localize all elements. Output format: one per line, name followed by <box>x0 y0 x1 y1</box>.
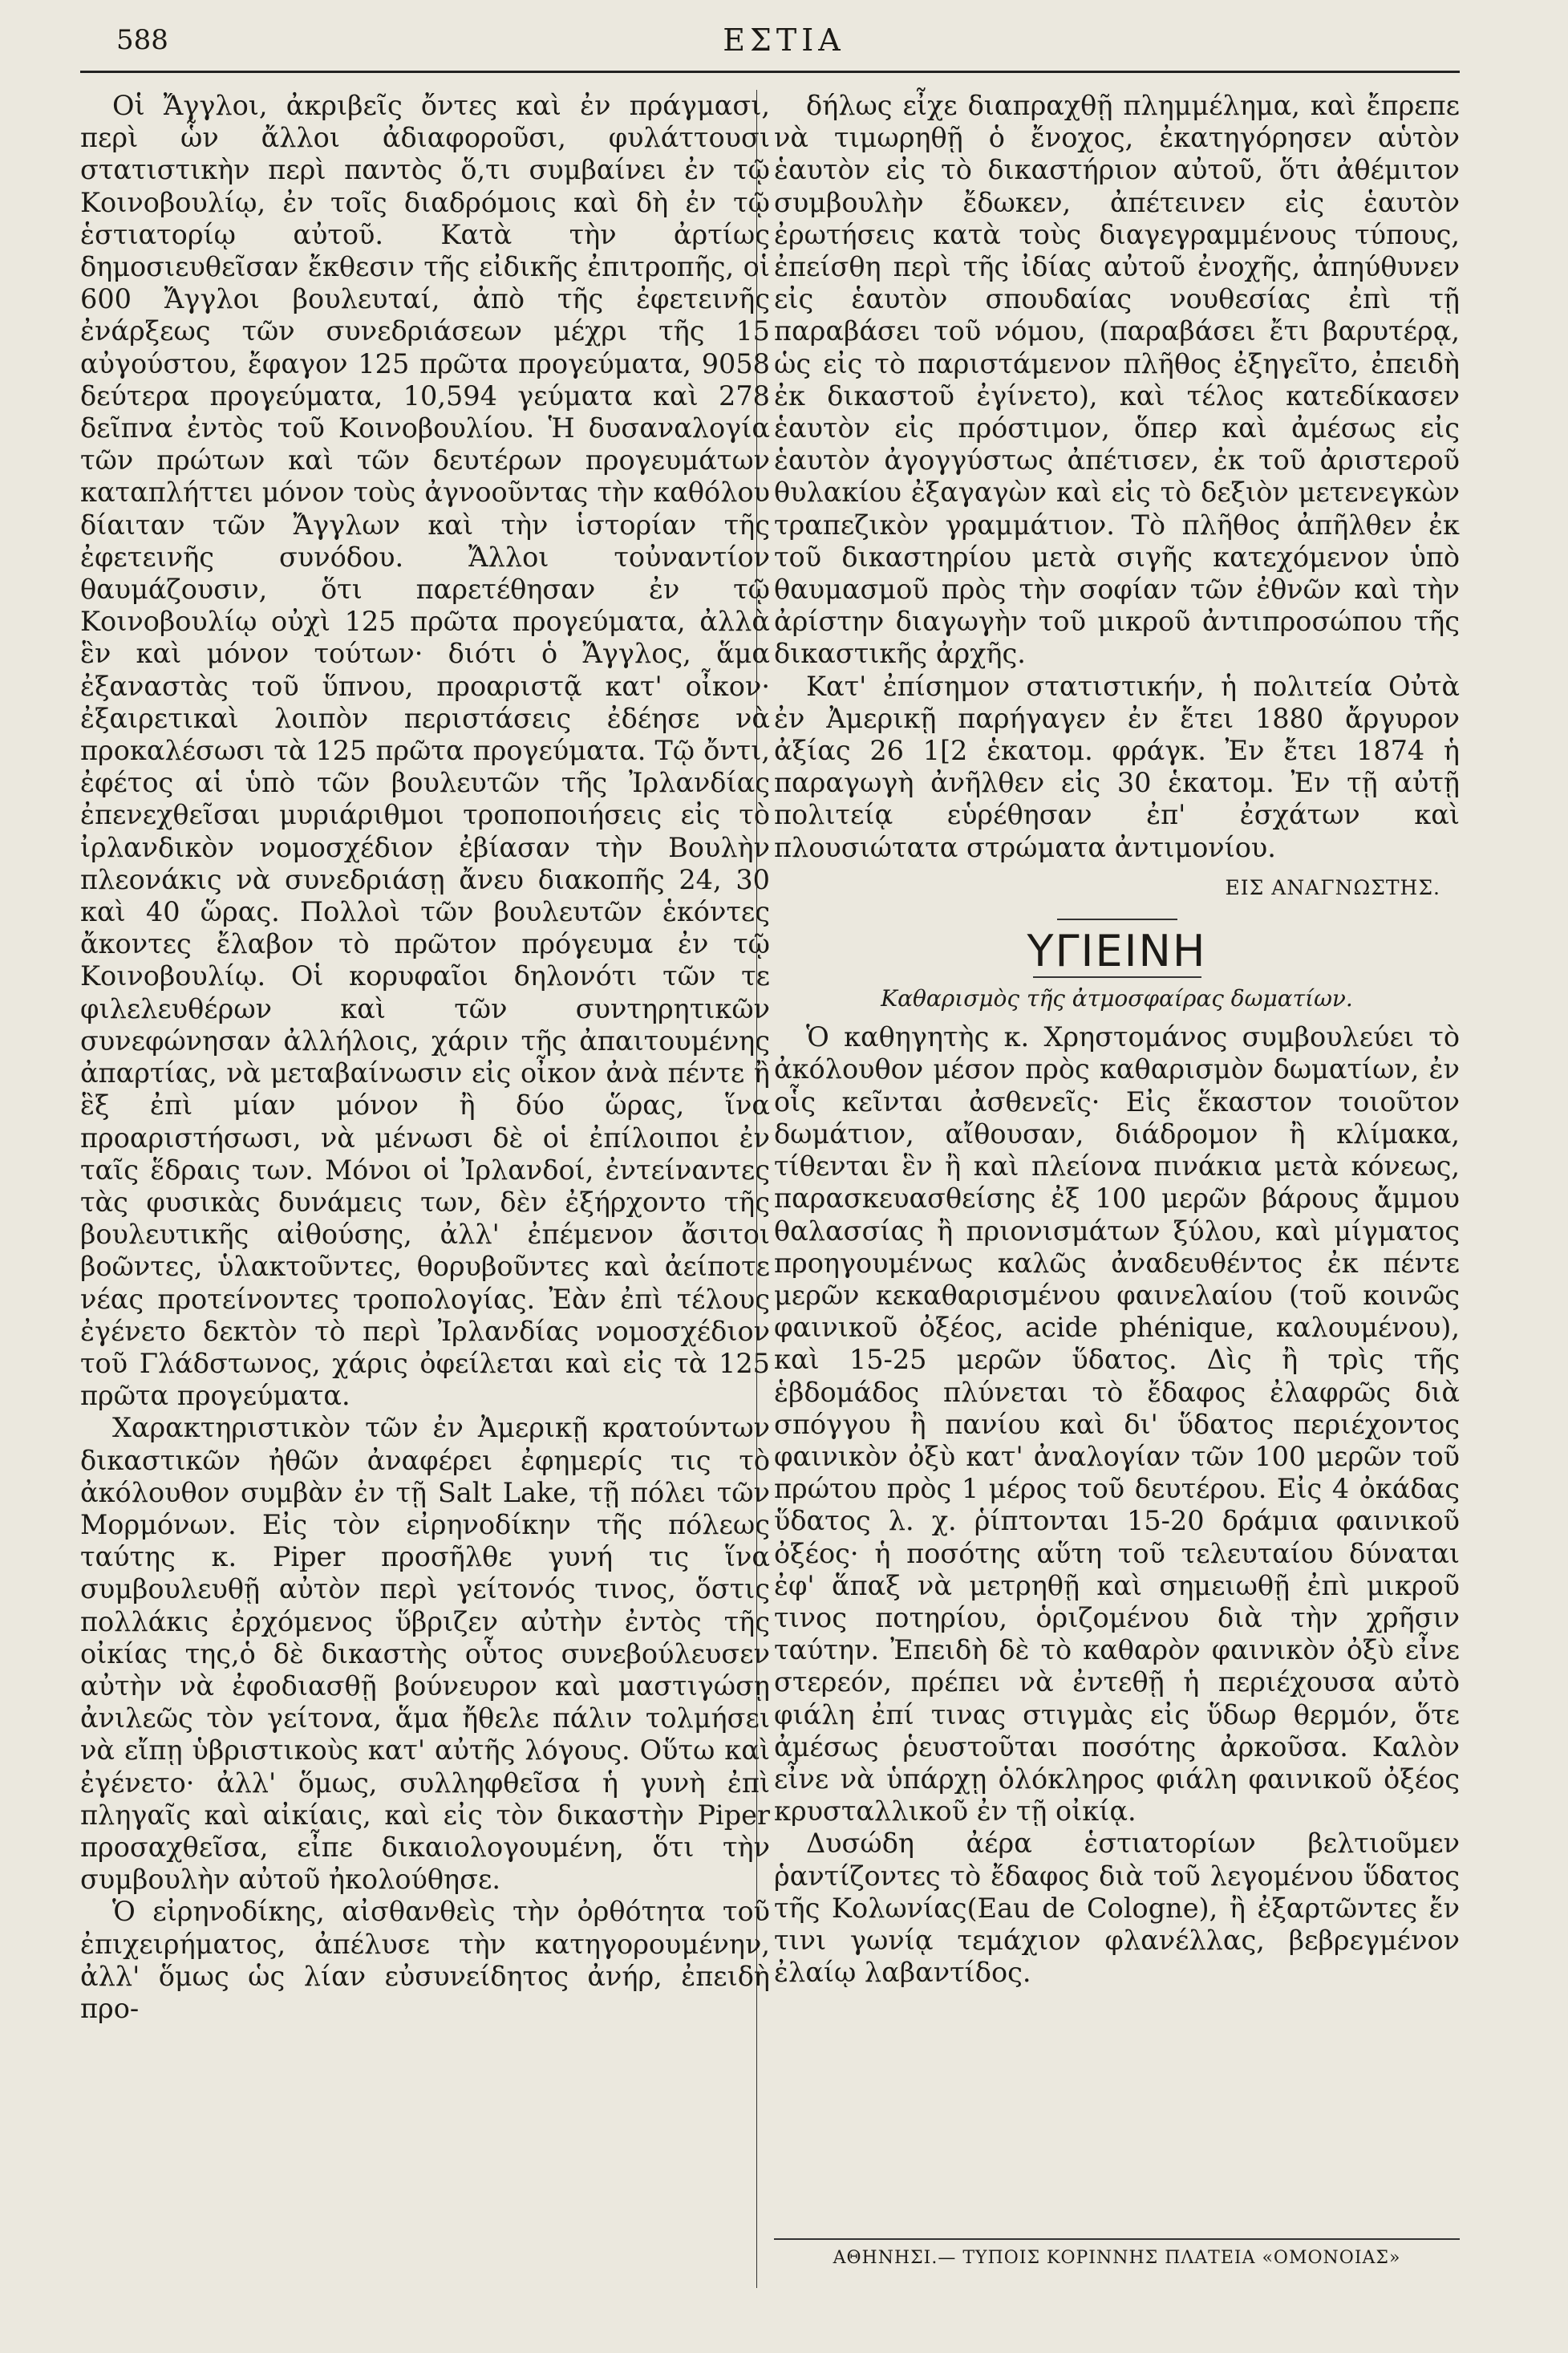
section-title-rule <box>1033 976 1201 978</box>
journal-title: ΕΣΤΙΑ <box>723 22 845 58</box>
page-number: 588 <box>116 24 168 56</box>
article-salt-lake-judge: Χαρακτηριστικὸν τῶν ἐν Ἀμερικῇ κρατούντων δικαστικῶν ἠθῶν ἀναφέρει ἐφημερίς τις τὸ ἀκόλουθον συμβὰν ἐν τῇ Salt Lake, τῇ πόλει τῶν Μορμόνων. Εἰς τὸν εἰρηνοδίκην τῆς πόλεως ταύτης κ. Piper προσῆλθε γυνή τις ἵνα συμβουλευθῇ αὐτὸν περὶ γείτονός τινος, ὅστις πολλάκις ἐρχόμενος ὕβριζεν αὐτὴν ἐντὸς τῆς οἰκίας της,ὁ δὲ δικαστὴς οὗτος συνεβούλευσεν αὐτὴν νὰ ἐφοδιασθῇ βούνευρον καὶ μαστιγώσῃ ἀνιλεῶς τὸν γείτονα, ἅμα ἤθελε πάλιν τολμήσει νὰ εἴπῃ ὑβριστικοὺς κατ' αὐτῆς λόγους. Οὕτω καὶ ἐγένετο· ἀλλ' ὅμως, συλληφθεῖσα ἡ γυνὴ ἐπὶ πληγαῖς καὶ αἰκίαις, καὶ εἰς τὸν δικαστὴν Piper προσαχθεῖσα, εἶπε δικαιολογουμένη, ὅτι τὴν συμβουλὴν αὐτοῦ ἠκολούθησε. <box>80 1412 770 1896</box>
right-column <box>774 90 1460 1989</box>
header-rule <box>80 71 1460 73</box>
article-salt-lake-judge-cont: Ὁ εἰρηνοδίκης, αἰσθανθεὶς τὴν ὀρθότητα τοῦ ἐπιχειρήματος, ἀπέλυσε τὴν κατηγορουμένην, ἀλλ' ὅμως ὡς λίαν εὐσυνείδητος ἀνήρ, ἐπειδὴ προ- <box>80 1896 770 2024</box>
hygiene-paragraph: Δυσώδη ἀέρα ἑστιατορίων βελτιοῦμεν ῥαντίζοντες τὸ ἔδαφος διὰ τοῦ λεγομένου ὕδατος τῆς Κολωνίας(Eau de Cologne), ἢ ἐξαρτῶντες ἔν τινι γωνίᾳ τεμάχιον φλανέλλας, βεβρεγμένον ἐλαίῳ λαβαντίδος. <box>774 1828 1460 1989</box>
signature: ΕΙΣ ΑΝΑΓΝΩΣΤΗΣ. <box>1225 875 1440 899</box>
article-english-parliament: Οἱ Ἄγγλοι, ἀκριβεῖς ὄντες καὶ ἐν πράγμασι, περὶ ὧν ἄλλοι ἀδιαφοροῦσι, φυλάττουσι στατιστικὴν περὶ παντὸς ὅ,τι συμβαίνει ἐν τῷ Κοινοβουλίῳ, ἐν τοῖς διαδρόμοις καὶ δὴ ἐν τῷ ἑστιατορίῳ αὐτοῦ. Κατὰ τὴν ἀρτίως δημοσιευθεῖσαν ἔκθεσιν τῆς εἰδικῆς ἐπιτροπῆς, οἱ 600 Ἄγγλοι βουλευταί, ἀπὸ τῆς ἐφετεινῆς ἐνάρξεως τῶν συνεδριάσεων μέχρι τῆς 15 αὐγούστου, ἔφαγον 125 πρῶτα προγεύματα, 9058 δεύτερα προγεύματα, 10,594 γεύματα καὶ 278 δεῖπνα ἐντὸς τοῦ Κοινοβουλίου. Ἡ δυσαναλογία τῶν πρώτων καὶ τῶν δευτέρων προγευμάτων καταπλήττει μόνον τοὺς ἀγνοοῦντας τὴν καθόλου δίαιταν τῶν Ἄγγλων καὶ τὴν ἱστορίαν τῆς ἐφετεινῆς συνόδου. Ἄλλοι τοὐναντίον θαυμάζουσιν, ὅτι παρετέθησαν ἐν τῷ Κοινοβουλίῳ οὐχὶ 125 πρῶτα προγεύματα, ἀλλὰ ἓν καὶ μόνον τούτων· διότι ὁ Ἄγγλος, ἅμα ἐξαναστὰς τοῦ ὕπνου, προαριστᾷ κατ' οἶκον· ἐξαιρετικαὶ λοιπὸν περιστάσεις ἐδέησε νὰ προκαλέσωσι τὰ 125 πρῶτα προγεύματα. Τῷ ὄντι, ἐφέτος αἱ ὑπὸ τῶν βουλευτῶν τῆς Ἰρλανδίας ἐπενεχθεῖσαι μυριάριθμοι τροποποιήσεις εἰς τὸ ἰρλανδικὸν νομοσχέδιον ἐβίασαν τὴν Βουλὴν πλεονάκις νὰ συνεδριάσῃ ἄνευ διακοπῆς 24, 30 καὶ 40 ὥρας. Πολλοὶ τῶν βουλευτῶν ἑκόντες ἄκοντες ἔλαβον τὸ πρῶτον πρόγευμα ἐν τῷ Κοινοβουλίῳ. Οἱ κορυφαῖοι δηλονότι τῶν τε φιλελευθέρων καὶ τῶν συντηρητικῶν συνεφώνησαν ἀλλήλοις, χάριν τῆς ἀπαιτουμένης ἀπαρτίας, νὰ μεταβαίνωσιν εἰς οἶκον ἀνὰ πέντε ἢ ἓξ ἐπὶ μίαν μόνον ἢ δύο ὥρας, ἵνα προαριστήσωσι, νὰ μένωσι δὲ οἱ ἐπίλοιποι ἐν ταῖς ἕδραις των. Μόνοι οἱ Ἰρλανδοί, ἐντείναντες τὰς φυσικὰς δυνάμεις των, δὲν ἐξήρχοντο τῆς βουλευτικῆς αἰθούσης, ἀλλ' ἐπέμενον ἄσιτοι βοῶντες, ὑλακτοῦντες, θορυβοῦντες καὶ ἀείποτε νέας προτείνοντες τροπολογίας. Ἐὰν ἐπὶ τέλους ἐγένετο δεκτὸν τὸ περὶ Ἰρλανδίας νομοσχέδιον τοῦ Γλάδστωνος, χάρις ὀφείλεται καὶ εἰς τὰ 125 πρῶτα προγεύματα. <box>80 90 770 1412</box>
section-subtitle: Καθαρισμὸς τῆς ἀτμοσφαίρας δωματίων. <box>881 985 1353 1012</box>
hygiene-paragraph: Ὁ καθηγητὴς κ. Χρηστομάνος συμβουλεύει τὸ ἀκόλουθον μέσον πρὸς καθαρισμὸν δωματίων, ἐν οἷς κεῖνται ἀσθενεῖς· Εἰς ἕκαστον τοιοῦτον δωμάτιον, αἴθουσαν, διάδρομον ἢ κλίμακα, τίθενται ἓν ἢ καὶ πλείονα πινάκια μετὰ κόνεως, παρασκευασθείσης ἐξ 100 μερῶν βάρους ἄμμου θαλασσίας ἢ πριονισμάτων ξύλου, καὶ μίγματος προηγουμένως καλῶς ἀναδευθέντος ἐκ πέντε μερῶν κεκαθαρισμένου φαινελαίου (τοῦ κοινῶς φαινικοῦ ὀξέος, acide phénique, καλουμένου), καὶ 15-25 μερῶν ὕδατος. Δὶς ἢ τρὶς τῆς ἑβδομάδος πλύνεται τὸ ἔδαφος ἐλαφρῶς διὰ σπόγγου ἢ πανίου καὶ δι' ὕδατος περιέχοντος φαινικὸν ὀξὺ κατ' ἀναλογίαν τῶν 100 μερῶν τοῦ πρώτου πρὸς 1 μέρος τοῦ δευτέρου. Εἰς 4 ὀκάδας ὕδατος λ. χ. ῥίπτονται 15-20 δράμια φαινικοῦ ὀξέος· ἡ ποσότης αὕτη τοῦ τελευταίου δύναται ἐφ' ἅπαξ νὰ μετρηθῇ καὶ σημειωθῇ ἐπὶ μικροῦ τινος ποτηρίου, ὁριζομένου διὰ τὴν χρῆσιν ταύτην. Ἐπειδὴ δὲ τὸ καθαρὸν φαινικὸν ὀξὺ εἶνε στερεόν, πρέπει νὰ ἐντεθῇ ἡ περιέχουσα αὐτὸ φιάλη ἐπί τινας στιγμὰς εἰς ὕδωρ θερμόν, ὅτε ἀμέσως ῥευστοῦται ποσότης ἀρκοῦσα. Καλὸν εἶνε νὰ ὑπάρχῃ ὁλόκληρος φιάλη φαινικοῦ ὀξέος κρυσταλλικοῦ ἐν τῇ οἰκίᾳ. <box>774 1021 1460 1828</box>
article-continuation: δήλως εἶχε διαπραχθῇ πλημμέλημα, καὶ ἔπρεπε νὰ τιμωρηθῇ ὁ ἔνοχος, ἐκατηγόρησεν αὑτὸν ἑαυτὸν εἰς τὸ δικαστήριον αὐτοῦ, ὅτι ἀθέμιτον συμβουλὴν ἔδωκεν, ἀπέτεινεν εἰς ἑαυτὸν ἐρωτήσεις κατὰ τοὺς διαγεγραμμένους τύπους, ἐπείσθη περὶ τῆς ἰδίας αὐτοῦ ἐνοχῆς, ἀπηύθυνεν εἰς ἑαυτὸν σπουδαίας νουθεσίας ἐπὶ τῇ παραβάσει τοῦ νόμου, (παραβάσει ἔτι βαρυτέρᾳ, ὡς εἰς τὸ παριστάμενον πλῆθος ἐξηγεῖτο, ἐπειδὴ ἐκ δικαστοῦ ἐγίνετο), καὶ τέλος κατεδίκασεν ἑαυτὸν εἰς πρόστιμον, ὅπερ καὶ ἀμέσως εἰς ἑαυτὸν ἀγογγύστως ἀπέτισεν, ἐκ τοῦ ἀριστεροῦ θυλακίου ἐξαγαγὼν καὶ εἰς τὸ δεξιὸν μετενεγκὼν τραπεζικὸν γραμμάτιον. Τὸ πλῆθος ἀπῆλθεν ἐκ τοῦ δικαστηρίου μετὰ σιγῆς κατεχόμενον ὑπὸ θαυμασμοῦ πρὸς τὴν σοφίαν τῶν ἐθνῶν καὶ τὴν ἀρίστην διαγωγὴν τοῦ μικροῦ ἀντιπροσώπου τῆς δικαστικῆς ἀρχῆς. <box>774 90 1460 670</box>
section-separator <box>1057 919 1177 920</box>
printer-imprint: ΑΘΗΝΗΣΙ.— ΤΥΠΟΙΣ ΚΟΡΙΝΝΗΣ ΠΛΑΤΕΙΑ «ΟΜΟΝΟΙΑΣ» <box>774 2238 1460 2268</box>
article-utah-silver: Κατ' ἐπίσημον στατιστικήν, ἡ πολιτεία Οὐτὰ ἐν Ἀμερικῇ παρήγαγεν ἐν ἔτει 1880 ἄργυρον ἀξίας 26 1[2 ἑκατομ. φράγκ. Ἐν ἔτει 1874 ἡ παραγωγὴ ἀνῆλθεν εἰς 30 ἑκατομ. Ἐν τῇ αὐτῇ πολιτείᾳ εὑρέθησαν ἐπ' ἐσχάτων καὶ πλουσιώτατα στρώματα ἀντιμονίου. <box>774 670 1460 863</box>
section-title: ΥΓΙΕΙΝΗ <box>1027 926 1207 977</box>
left-column <box>80 90 770 2025</box>
